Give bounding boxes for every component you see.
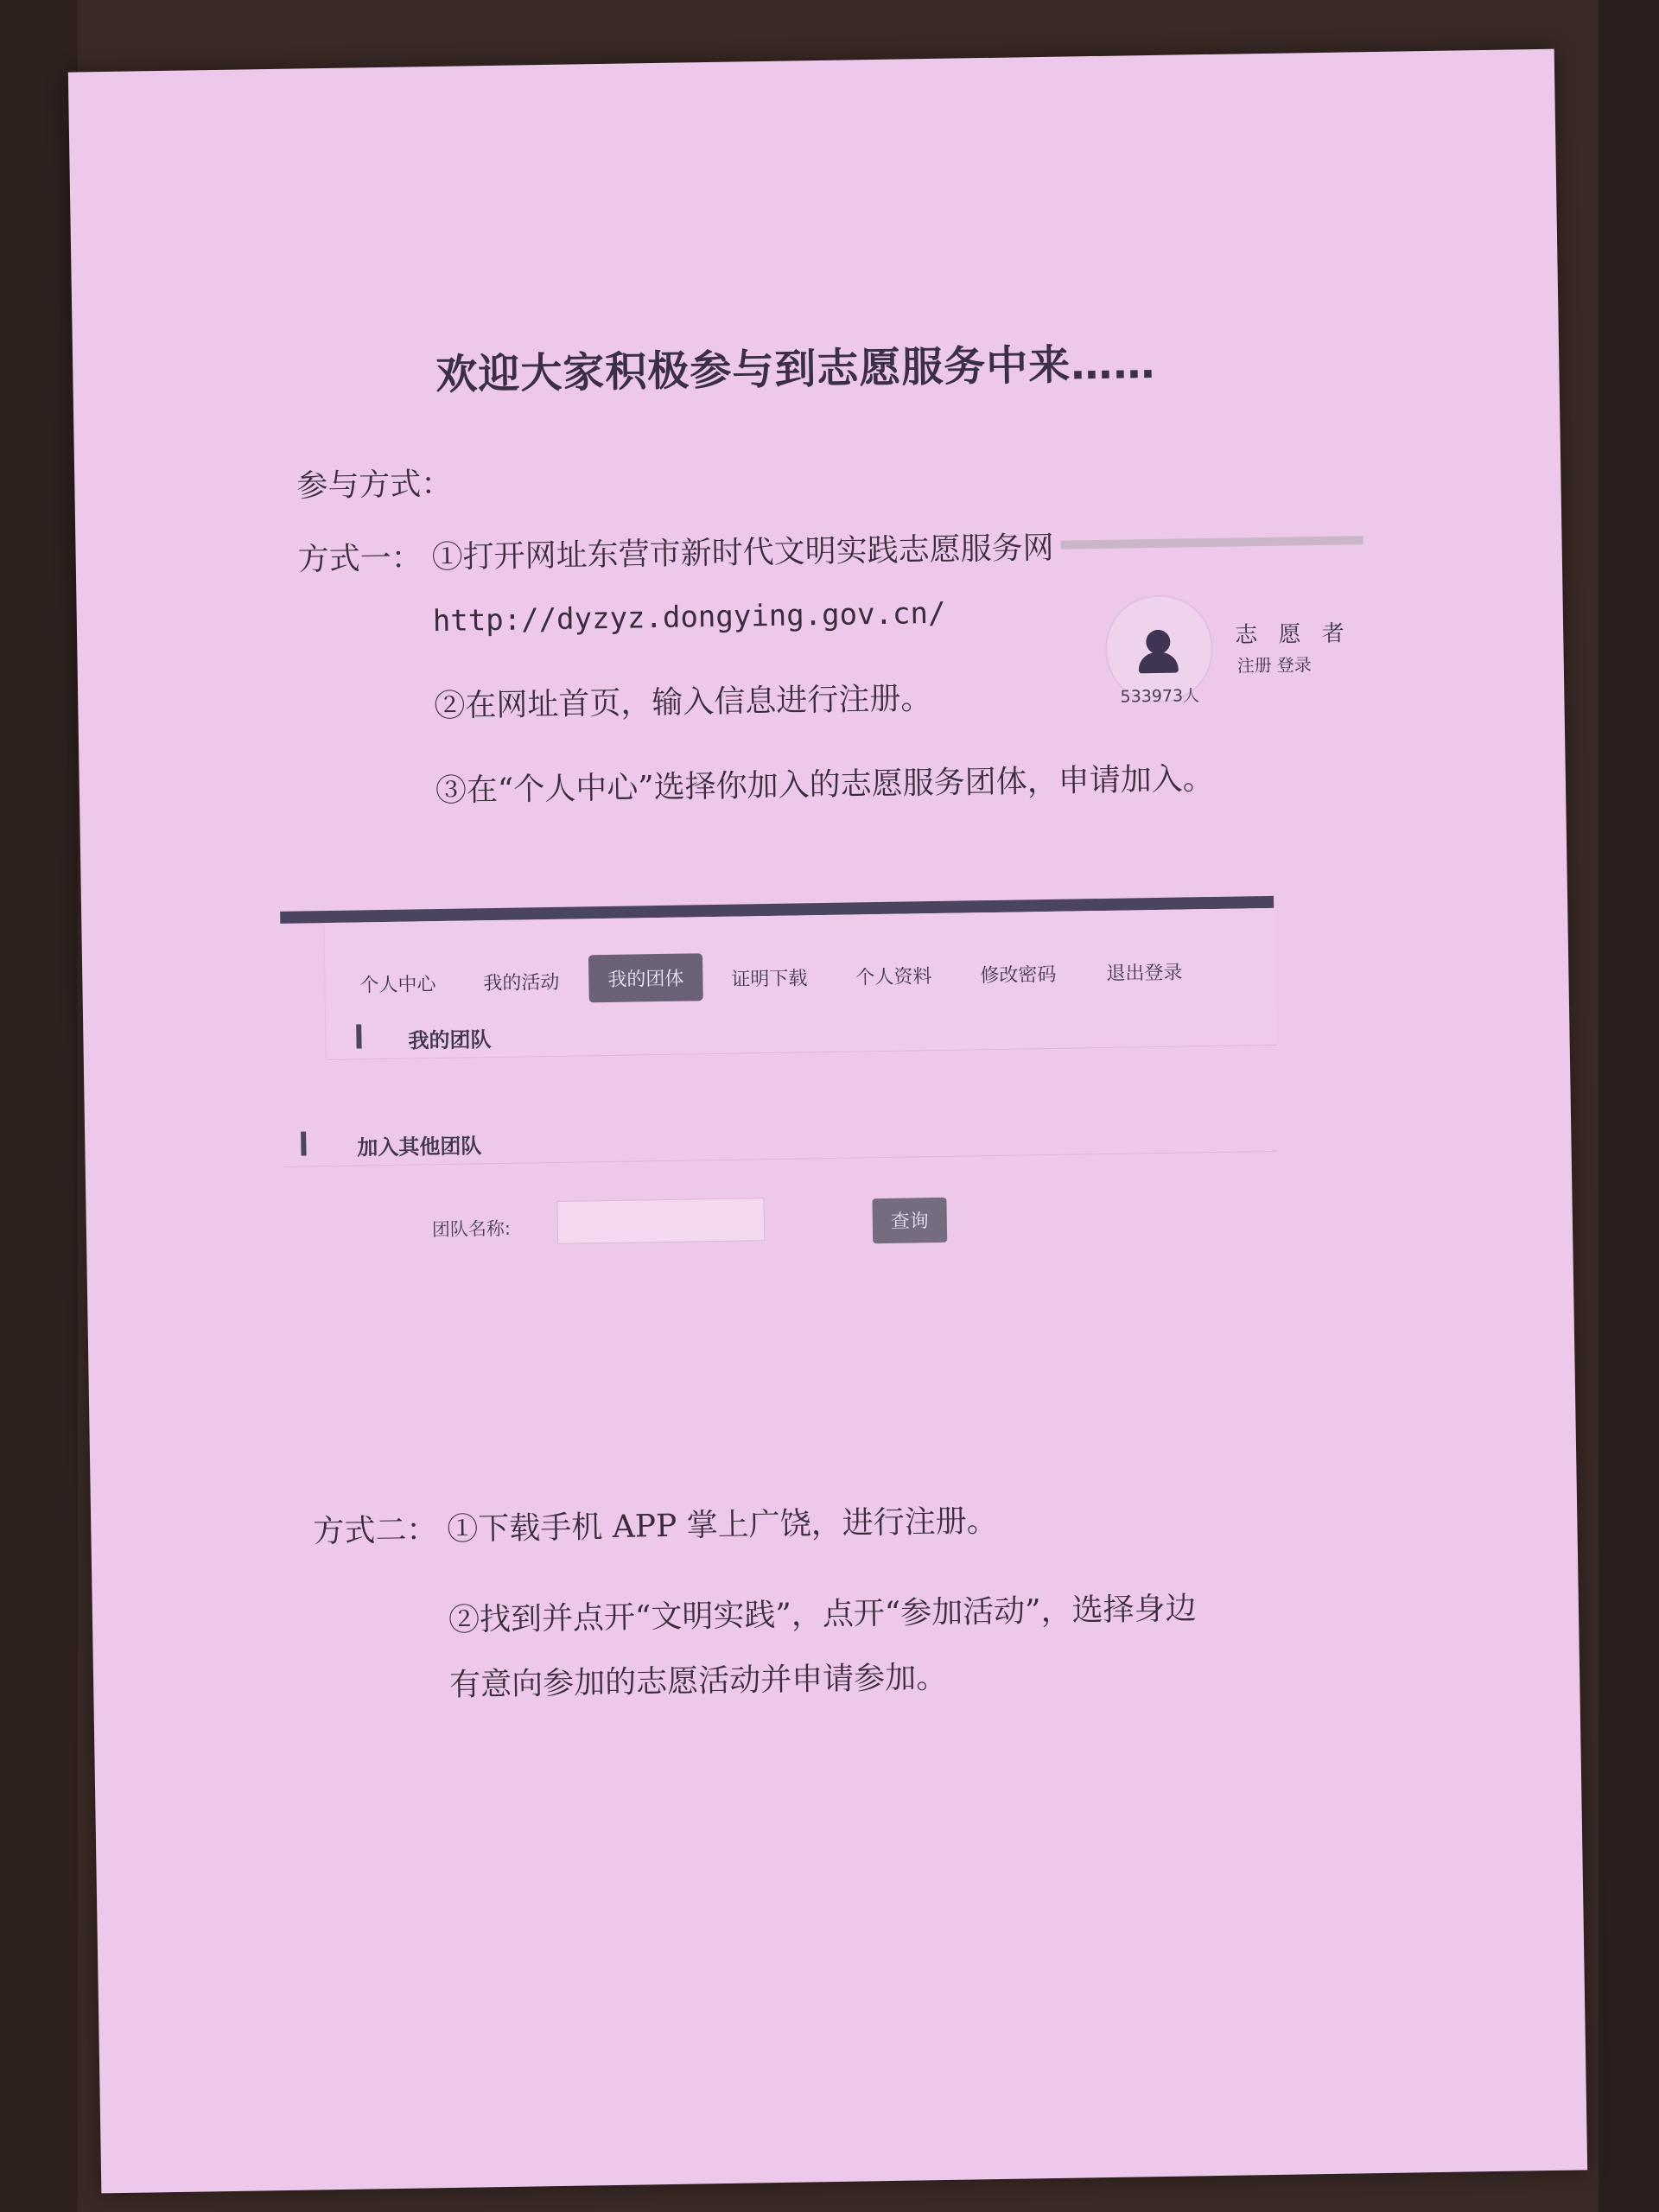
paper-sheet: [68, 49, 1587, 2194]
user-icon-body: [1139, 652, 1179, 674]
team-name-input[interactable]: [556, 1198, 765, 1244]
login-link[interactable]: 登录: [1276, 654, 1312, 676]
section-marker: [301, 1131, 306, 1155]
join-other-team-title: 加入其他团队: [357, 1134, 482, 1160]
tab-logout[interactable]: 退出登录: [1106, 962, 1183, 985]
user-center-nav: [323, 908, 1276, 1061]
team-name-label: 团队名称:: [431, 1217, 512, 1241]
method-two-step1: ①下载手机 APP 掌上广饶，进行注册。: [447, 1503, 998, 1548]
volunteer-title: 志 愿 者: [1234, 620, 1351, 649]
section-marker: [356, 1024, 361, 1048]
volunteer-count-badge: [1104, 594, 1213, 707]
desk-left: [0, 0, 78, 2212]
user-icon: [1146, 630, 1170, 654]
tab-change-password[interactable]: 修改密码: [980, 963, 1057, 988]
website-screenshot: [280, 895, 1340, 1300]
divider: [1060, 536, 1363, 549]
method-one-step3: ③在“个人中心”选择你加入的志愿服务团体，申请加入。: [435, 760, 1214, 810]
volunteer-links: [1237, 651, 1317, 677]
website-url: http://dyzyz.dongying.gov.cn/: [432, 595, 946, 639]
page-title: 欢迎大家积极参与到志愿服务中来……: [435, 339, 1156, 400]
desk-right: [1599, 0, 1659, 2212]
method-one-step2: ②在网址首页，输入信息进行注册。: [434, 681, 932, 725]
method-two-step2-line1: ②找到并点开“文明实践”，点开“参加活动”，选择身边: [448, 1591, 1197, 1638]
tab-personal-center[interactable]: 个人中心: [359, 974, 436, 997]
volunteer-card: [1104, 570, 1392, 721]
tab-my-groups[interactable]: 我的团体: [588, 953, 703, 1002]
tab-profile[interactable]: 个人资料: [855, 966, 932, 989]
tab-my-activities[interactable]: 我的活动: [483, 971, 560, 995]
method-two-step2-line2: 有意向参加的志愿活动并申请参加。: [448, 1659, 948, 1703]
volunteer-count: 533973人: [1120, 686, 1200, 707]
intro-label: 参与方式：: [296, 466, 453, 505]
register-link[interactable]: 注册: [1236, 654, 1272, 677]
query-button[interactable]: 查询: [872, 1198, 947, 1243]
method-one-label: 方式一：: [297, 540, 423, 578]
tab-certificate-download[interactable]: 证明下载: [731, 968, 808, 991]
my-team-title: 我的团队: [408, 1027, 492, 1053]
method-two-label: 方式二：: [313, 1512, 438, 1550]
method-one-step1: ①打开网址东营市新时代文明实践志愿服务网: [431, 530, 1054, 576]
